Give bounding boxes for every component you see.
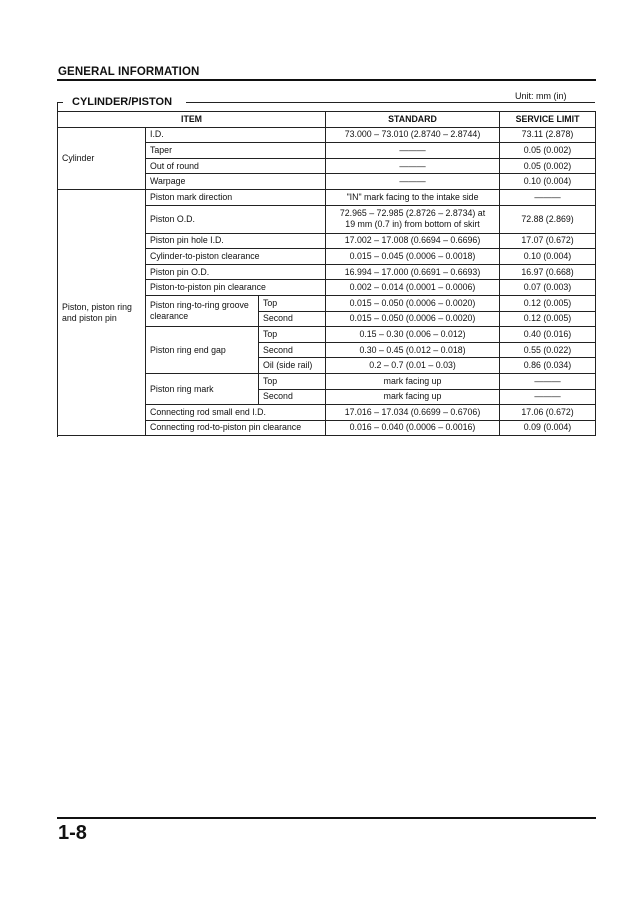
standard-cell: "IN" mark facing to the intake side [326, 189, 500, 205]
page-number: 1-8 [58, 822, 87, 844]
item-cell: Piston pin O.D. [146, 264, 326, 280]
section-title: CYLINDER/PISTON [72, 96, 173, 108]
item-cell: I.D. [146, 127, 326, 143]
item-cell: Warpage [146, 174, 326, 190]
group-label-piston: Piston, piston ring and piston pin [58, 189, 146, 435]
limit-cell: 0.86 (0.034) [500, 358, 596, 374]
standard-cell [326, 205, 500, 233]
limit-cell: 0.05 (0.002) [500, 158, 596, 174]
limit-cell: ——— [500, 389, 596, 405]
item-cell: Connecting rod-to-piston pin clearance [146, 420, 326, 436]
page-header-title: GENERAL INFORMATION [58, 66, 200, 78]
limit-cell: 0.40 (0.016) [500, 327, 596, 343]
standard-cell: 0.015 – 0.050 (0.0006 – 0.0020) [326, 295, 500, 311]
sub-item-cell: Second [259, 311, 326, 327]
table-header-row [58, 112, 596, 128]
limit-cell: ——— [500, 373, 596, 389]
item-cell: Piston ring mark [146, 373, 259, 404]
sub-item-cell: Top [259, 295, 326, 311]
standard-cell: ——— [326, 143, 500, 159]
item-cell: Out of round [146, 158, 326, 174]
limit-cell: 72.88 (2.869) [500, 205, 596, 233]
sub-item-cell: Top [259, 327, 326, 343]
item-cell: Piston ring-to-ring groove clearance [146, 295, 259, 326]
limit-cell: 0.12 (0.005) [500, 295, 596, 311]
item-cell: Taper [146, 143, 326, 159]
limit-cell: 0.55 (0.022) [500, 342, 596, 358]
standard-cell: 0.015 – 0.050 (0.0006 – 0.0020) [326, 311, 500, 327]
limit-cell: 0.12 (0.005) [500, 311, 596, 327]
standard-cell: 73.000 – 73.010 (2.8740 – 2.8744) [326, 127, 500, 143]
item-cell: Piston O.D. [146, 205, 326, 233]
limit-cell: 73.11 (2.878) [500, 127, 596, 143]
sub-item-cell: Second [259, 342, 326, 358]
standard-cell: 16.994 – 17.000 (0.6691 – 0.6693) [326, 264, 500, 280]
standard-cell: 0.002 – 0.014 (0.0001 – 0.0006) [326, 280, 500, 296]
section-title-rule [186, 102, 595, 103]
header-rule [57, 79, 596, 81]
limit-cell: ——— [500, 189, 596, 205]
limit-header: SERVICE LIMIT [500, 112, 596, 128]
standard-cell: 0.30 – 0.45 (0.012 – 0.018) [326, 342, 500, 358]
sub-item-cell: Second [259, 389, 326, 405]
item-cell: Piston mark direction [146, 189, 326, 205]
standard-cell: 0.016 – 0.040 (0.0006 – 0.0016) [326, 420, 500, 436]
item-header: ITEM [58, 112, 326, 128]
item-cell: Piston pin hole I.D. [146, 233, 326, 249]
standard-cell: 0.15 – 0.30 (0.006 – 0.012) [326, 327, 500, 343]
item-cell: Piston ring end gap [146, 327, 259, 374]
unit-label: Unit: mm (in) [515, 91, 567, 101]
limit-cell: 0.05 (0.002) [500, 143, 596, 159]
standard-line: 19 mm (0.7 in) from bottom of skirt [345, 219, 480, 230]
limit-cell: 17.06 (0.672) [500, 405, 596, 421]
table-row [58, 127, 596, 143]
standard-cell: 0.2 – 0.7 (0.01 – 0.03) [326, 358, 500, 374]
sub-item-cell: Top [259, 373, 326, 389]
standard-cell: mark facing up [326, 389, 500, 405]
standard-header: STANDARD [326, 112, 500, 128]
table-row [58, 189, 596, 205]
standard-cell: 17.016 – 17.034 (0.6699 – 0.6706) [326, 405, 500, 421]
limit-cell: 0.09 (0.004) [500, 420, 596, 436]
item-cell: Connecting rod small end I.D. [146, 405, 326, 421]
standard-cell: 17.002 – 17.008 (0.6694 – 0.6696) [326, 233, 500, 249]
footer-rule [57, 817, 596, 819]
cylinder-piston-spec-table [57, 111, 596, 436]
standard-cell: 0.015 – 0.045 (0.0006 – 0.0018) [326, 249, 500, 265]
limit-cell: 16.97 (0.668) [500, 264, 596, 280]
standard-cell: ——— [326, 174, 500, 190]
group-label-cylinder: Cylinder [58, 127, 146, 189]
limit-cell: 0.10 (0.004) [500, 174, 596, 190]
section-frame-tick [57, 102, 63, 103]
limit-cell: 17.07 (0.672) [500, 233, 596, 249]
limit-cell: 0.10 (0.004) [500, 249, 596, 265]
standard-line: 72.965 – 72.985 (2.8726 – 2.8734) at [339, 208, 486, 219]
item-cell: Cylinder-to-piston clearance [146, 249, 326, 265]
limit-cell: 0.07 (0.003) [500, 280, 596, 296]
standard-cell: ——— [326, 158, 500, 174]
sub-item-cell: Oil (side rail) [259, 358, 326, 374]
item-cell: Piston-to-piston pin clearance [146, 280, 326, 296]
standard-cell: mark facing up [326, 373, 500, 389]
